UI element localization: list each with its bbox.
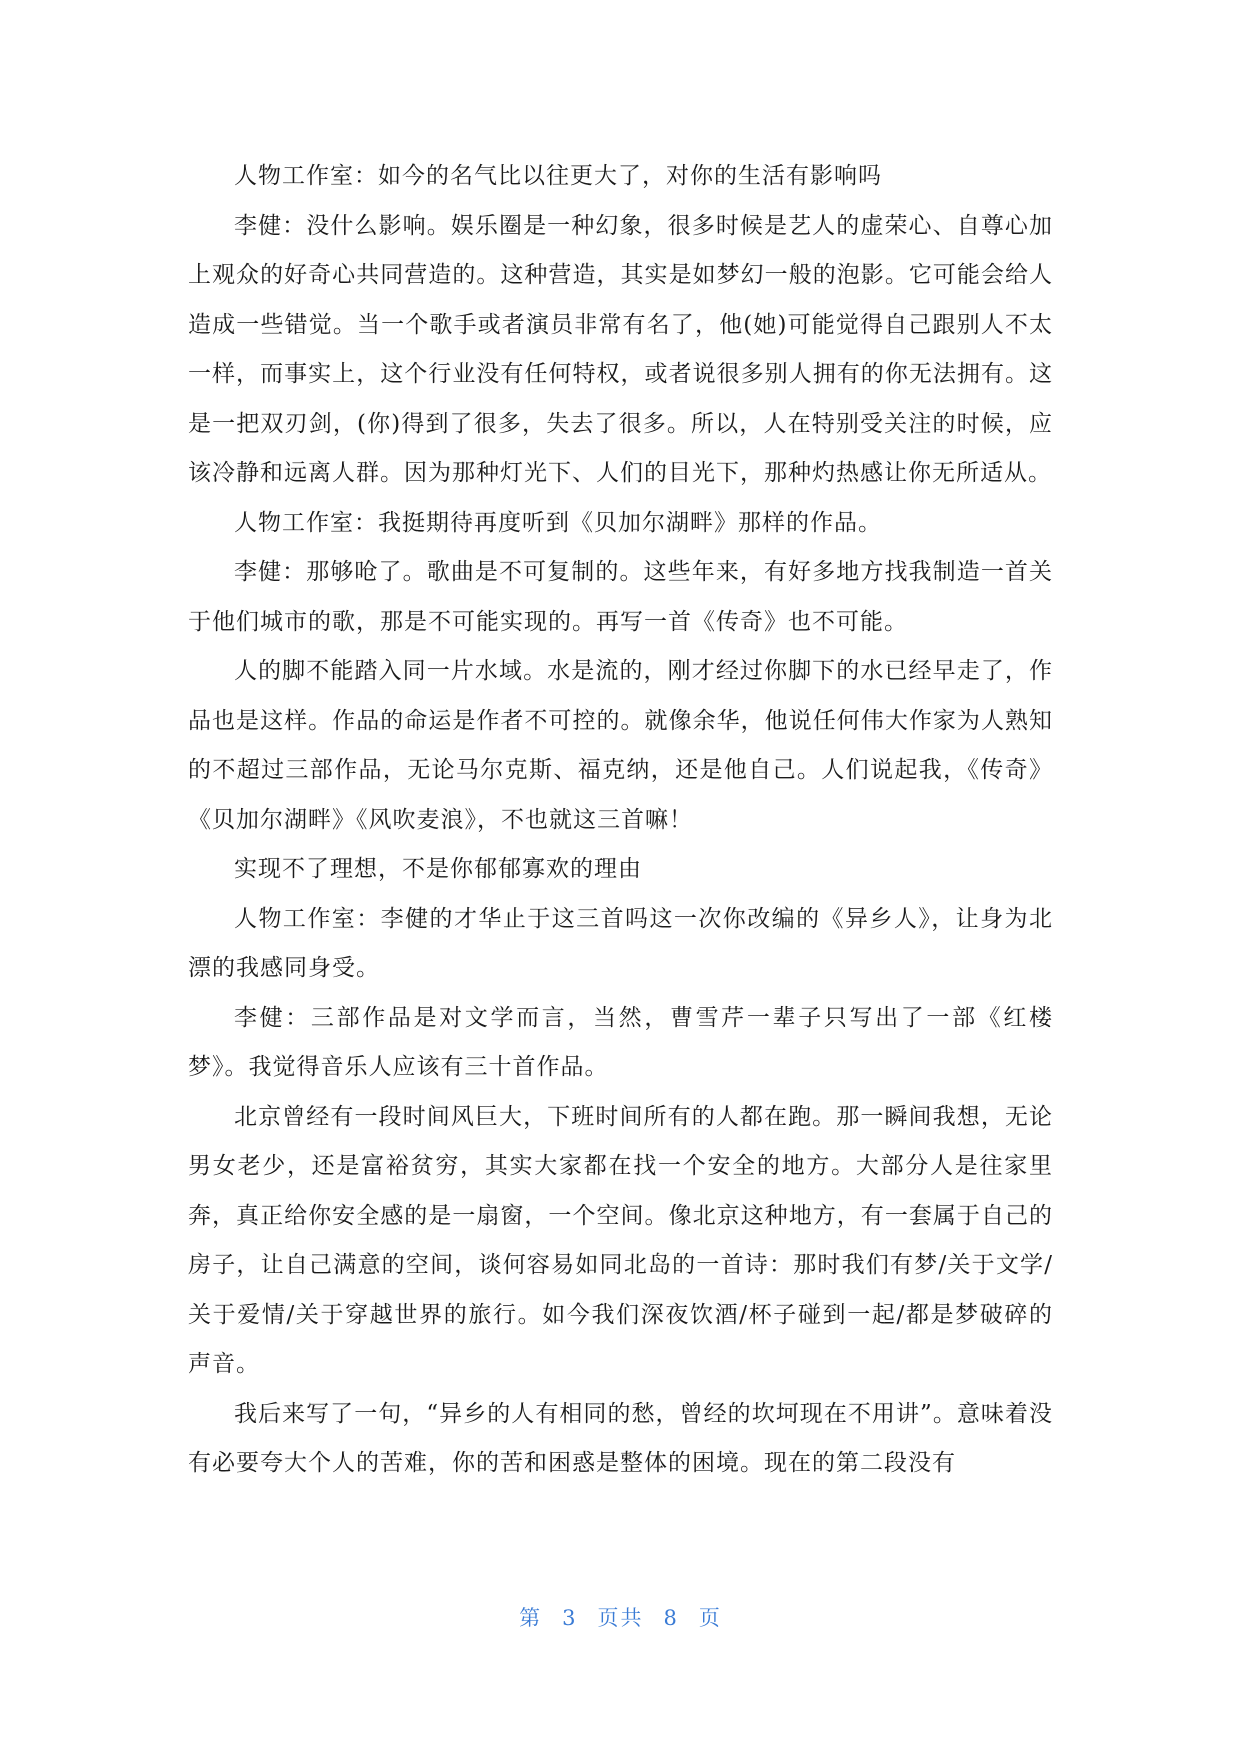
paragraph: 北京曾经有一段时间风巨大，下班时间所有的人都在跑。那一瞬间我想，无论男女老少，还是富裕贫穷，其实大家都在找一个安全的地方。大部分人是往家里奔，真正给你安全感的是一扇窗，一个空间。像北京这种地方，有一套属于自己的房子，让自己满意的空间，谈何容易如同北岛的一首诗：那时我们有梦/关于文学/关于爱情/关于穿越世界的旅行。如今我们深夜饮酒/杯子碰到一起/都是梦破碎的声音。 — [188, 1103, 1053, 1377]
paragraph: 人的脚不能踏入同一片水域。水是流的，刚才经过你脚下的水已经早走了，作品也是这样。作品的命运是作者不可控的。就像余华，他说任何伟大作家为人熟知的不超过三部作品，无论马尔克斯、福克纳，还是他自己。人们说起我，《传奇》《贝加尔湖畔》《风吹麦浪》，不也就这三首嘛！ — [188, 658, 1053, 833]
paragraph: 人物工作室：我挺期待再度听到《贝加尔湖畔》那样的作品。 — [234, 509, 882, 536]
page-label-suffix: 页 — [698, 1606, 722, 1630]
current-page-number: 3 — [562, 1606, 578, 1630]
page-label-prefix: 第 — [519, 1606, 543, 1630]
paragraph: 人物工作室：李健的才华止于这三首吗这一次你改编的《异乡人》，让身为北漂的我感同身受。 — [188, 905, 1053, 981]
paragraph: 李健：那够呛了。歌曲是不可复制的。这些年来，有好多地方找我制造一首关于他们城市的歌，那是不可能实现的。再写一首《传奇》也不可能。 — [188, 559, 1053, 635]
paragraph: 我后来写了一句，“异乡的人有相同的愁，曾经的坎坷现在不用讲”。意味着没有必要夸大个人的苦难，你的苦和困惑是整体的困境。现在的第二段没有 — [188, 1400, 1053, 1476]
section-heading: 实现不了理想，不是你郁郁寡欢的理由 — [234, 856, 642, 882]
total-page-number: 8 — [663, 1606, 679, 1630]
body-text — [188, 152, 1053, 1489]
page-footer — [0, 1602, 1241, 1632]
paragraph: 李健：没什么影响。娱乐圈是一种幻象，很多时候是艺人的虚荣心、自尊心加上观众的好奇心共同营造的。这种营造，其实是如梦幻一般的泡影。它可能会给人造成一些错觉。当一个歌手或者演员非常有名了，他(她)可能觉得自己跟别人不太一样，而事实上，这个行业没有任何特权，或者说很多别人拥有的你无法拥有。这是一把双刃剑，(你)得到了很多，失去了很多。所以，人在特别受关注的时候，应该冷静和远离人群。因为那种灯光下、人们的目光下，那种灼热感让你无所适从。 — [188, 212, 1053, 486]
paragraph: 李健：三部作品是对文学而言，当然，曹雪芹一辈子只写出了一部《红楼梦》。我觉得音乐人应该有三十首作品。 — [188, 1004, 1053, 1080]
paragraph: 人物工作室：如今的名气比以往更大了，对你的生活有影响吗 — [234, 163, 882, 189]
page-label-middle: 页共 — [597, 1606, 644, 1630]
